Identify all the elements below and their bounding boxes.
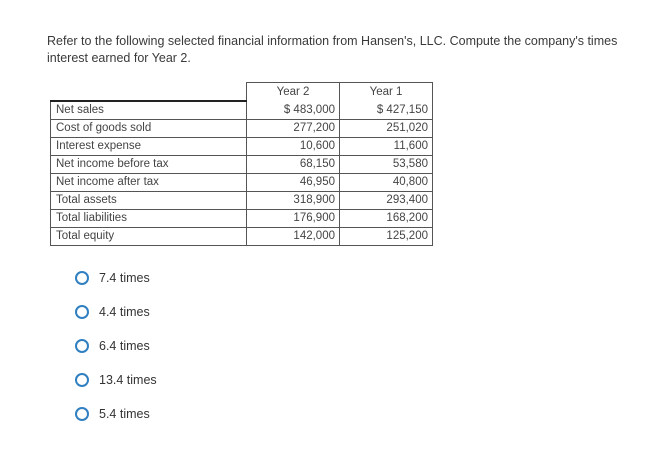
row-label: Interest expense	[51, 137, 247, 155]
table-row	[51, 137, 433, 155]
option-5[interactable]	[75, 404, 157, 424]
row-value-year-1: 40,800	[340, 173, 433, 191]
option-1[interactable]	[75, 268, 157, 288]
row-label: Cost of goods sold	[51, 119, 247, 137]
row-value-year-2: $ 483,000	[247, 101, 340, 120]
table-header-row	[51, 83, 433, 101]
table-row	[51, 209, 433, 227]
question-text: Refer to the following selected financial information from Hansen's, LLC. Compute the company's times interest earned for Year 2.	[47, 34, 618, 65]
row-value-year-1: 293,400	[340, 191, 433, 209]
row-value-year-1: $ 427,150	[340, 101, 433, 120]
radio-button[interactable]	[75, 407, 89, 421]
row-value-year-2: 68,150	[247, 155, 340, 173]
row-label: Net income after tax	[51, 173, 247, 191]
row-label: Net sales	[51, 101, 247, 120]
row-value-year-2: 176,900	[247, 209, 340, 227]
answer-options	[75, 268, 157, 438]
option-4[interactable]	[75, 370, 157, 390]
radio-button[interactable]	[75, 373, 89, 387]
option-label[interactable]: 6.4 times	[99, 339, 150, 353]
header-blank-cell	[51, 83, 247, 101]
header-year-2: Year 2	[247, 83, 340, 101]
row-label: Total equity	[51, 227, 247, 245]
row-value-year-1: 251,020	[340, 119, 433, 137]
row-label: Total assets	[51, 191, 247, 209]
option-label[interactable]: 7.4 times	[99, 271, 150, 285]
option-2[interactable]	[75, 302, 157, 322]
option-label[interactable]: 4.4 times	[99, 305, 150, 319]
row-value-year-1: 168,200	[340, 209, 433, 227]
row-value-year-1: 53,580	[340, 155, 433, 173]
option-label[interactable]: 13.4 times	[99, 373, 157, 387]
row-value-year-2: 10,600	[247, 137, 340, 155]
radio-button[interactable]	[75, 305, 89, 319]
row-label: Net income before tax	[51, 155, 247, 173]
financial-table	[50, 82, 433, 246]
row-value-year-1: 125,200	[340, 227, 433, 245]
row-label: Total liabilities	[51, 209, 247, 227]
table-row	[51, 227, 433, 245]
option-3[interactable]	[75, 336, 157, 356]
table-row	[51, 155, 433, 173]
row-value-year-2: 46,950	[247, 173, 340, 191]
row-value-year-2: 277,200	[247, 119, 340, 137]
table-row	[51, 191, 433, 209]
table-row	[51, 119, 433, 137]
table-row	[51, 173, 433, 191]
header-year-1: Year 1	[340, 83, 433, 101]
option-label[interactable]: 5.4 times	[99, 407, 150, 421]
table-row	[51, 101, 433, 120]
row-value-year-2: 318,900	[247, 191, 340, 209]
radio-button[interactable]	[75, 271, 89, 285]
row-value-year-1: 11,600	[340, 137, 433, 155]
row-value-year-2: 142,000	[247, 227, 340, 245]
radio-button[interactable]	[75, 339, 89, 353]
